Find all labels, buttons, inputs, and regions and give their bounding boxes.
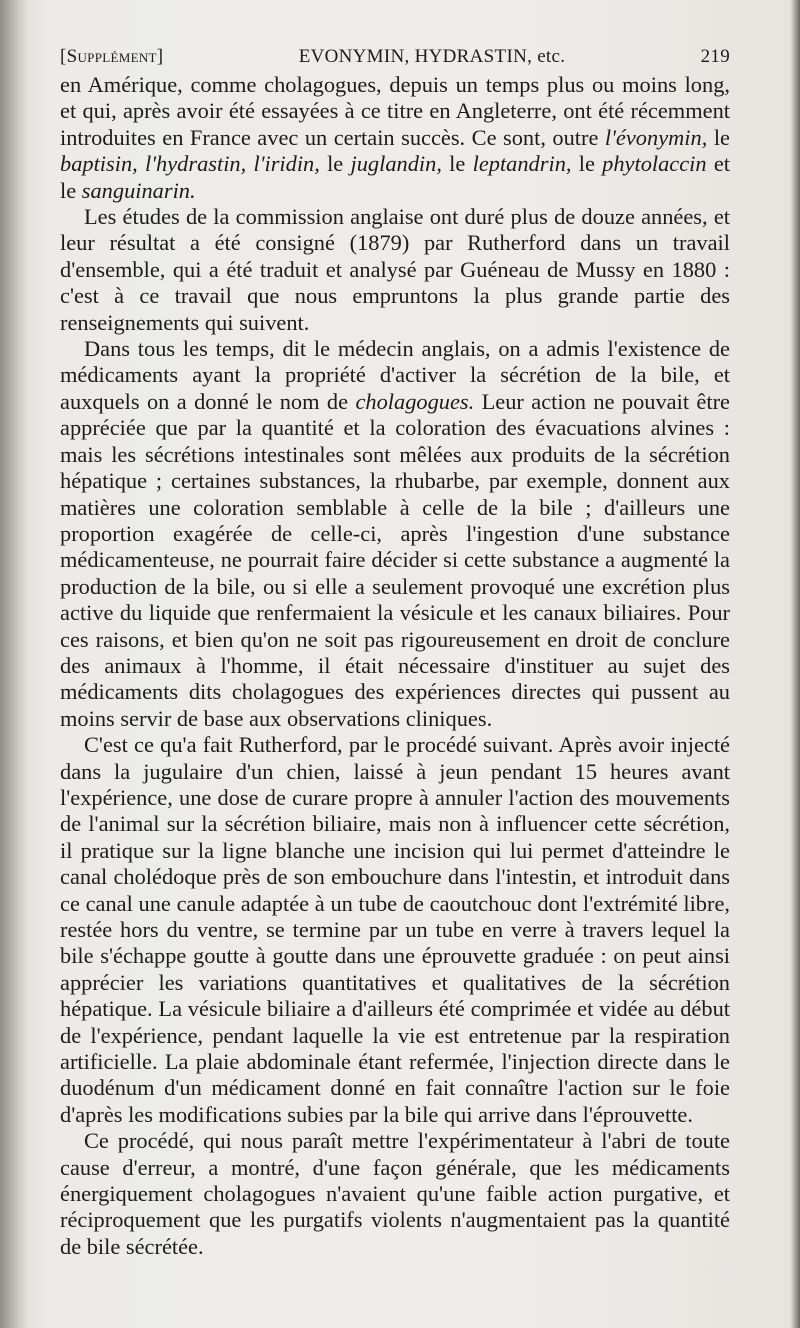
body-text — [60, 72, 730, 1260]
paragraph-4: C'est ce qu'a fait Rutherford, par le procédé suivant. Après avoir injecté dans la jugulaire d'un chien, laissé à jeun pendant 15 heures avant l'expérience, une dose de curare propre à annuler l'action des mouvements de l'animal sur la sécrétion biliaire, mais non à influencer cette sécrétion, il pratique sur la ligne blanche une incision qui lui permet d'atteindre le canal cholédoque près de son embouchure dans l'intestin, et introduit dans ce canal une canule adaptée à un tube de caoutchouc dont l'extrémité libre, restée hors du ventre, se termine par un tube en verre à travers lequel la bile s'échappe goutte à goutte dans une éprouvette graduée : on peut ainsi apprécier les variations quantitatives et qualitatives de la sécrétion hépatique. La vésicule biliaire a d'ailleurs été comprimée et vidée au début de l'expérience, pendant laquelle la vie est entretenue par la respiration artificielle. La plaie abdominale étant refermée, l'injection directe dans le duodénum d'un médicament donné en fait connaître l'action sur le foie d'après les modifications subies par la bile qui arrive dans l'éprouvette. — [60, 732, 730, 1127]
paragraph-3: Dans tous les temps, dit le médecin anglais, on a admis l'existence de médicaments ayant la propriété d'activer la sécrétion de la bile, et auxquels on a donné le nom de cholagogues. Leur action ne pouvait être appréciée que par la quantité et la coloration des évacuations alvines : mais les sécrétions intestinales sont mêlées aux produits de la sécrétion hépatique ; certaines substances, la rhubarbe, par exemple, donnent aux matières une coloration semblable à celle de la bile ; d'ailleurs une proportion exagérée de celle-ci, après l'ingestion d'une substance médicamenteuse, ne pourrait faire décider si cette substance a augmenté la production de la bile, ou si elle a seulement provoqué une excrétion plus active du liquide que renfermaient la vésicule et les canaux biliaires. Pour ces raisons, et bien qu'on ne soit pas rigoureusement en droit de conclure des animaux à l'homme, il était nécessaire d'instituer au sujet des médicaments dits cholagogues des expériences directes qui pussent au moins servir de base aux observations cliniques. — [60, 336, 730, 731]
section-label: [Supplément] — [60, 46, 164, 67]
running-header — [60, 46, 730, 68]
running-title: EVONYMIN, HYDRASTIN, etc. — [298, 46, 566, 67]
page-number: 219 — [700, 46, 730, 67]
paragraph-2: Les études de la commission anglaise ont duré plus de douze années, et leur résultat a été consigné (1879) par Rutherford dans un travail d'ensemble, qui a été traduit et analysé par Guéneau de Mussy en 1880 : c'est à ce travail que nous empruntons la plus grande partie des renseignements qui suivent. — [60, 204, 730, 335]
paragraph-1: en Amérique, comme cholagogues, depuis un temps plus ou moins long, et qui, après avoir été essayées à ce titre en Angleterre, ont été récemment introduites en France avec un certain succès. Ce sont, outre l'évonymin, le baptisin, l'hydrastin, l'iridin, le juglandin, le leptandrin, le phytolaccin et le sanguinarin. — [60, 72, 731, 203]
paragraph-5: Ce procédé, qui nous paraît mettre l'expérimentateur à l'abri de toute cause d'erreur, a montré, d'une façon générale, que les médicaments énergiquement cholagogues n'avaient qu'une faible action purgative, et réciproquement que les purgatifs violents n'augmentaient pas la quantité de bile sécrétée. — [60, 1128, 730, 1259]
